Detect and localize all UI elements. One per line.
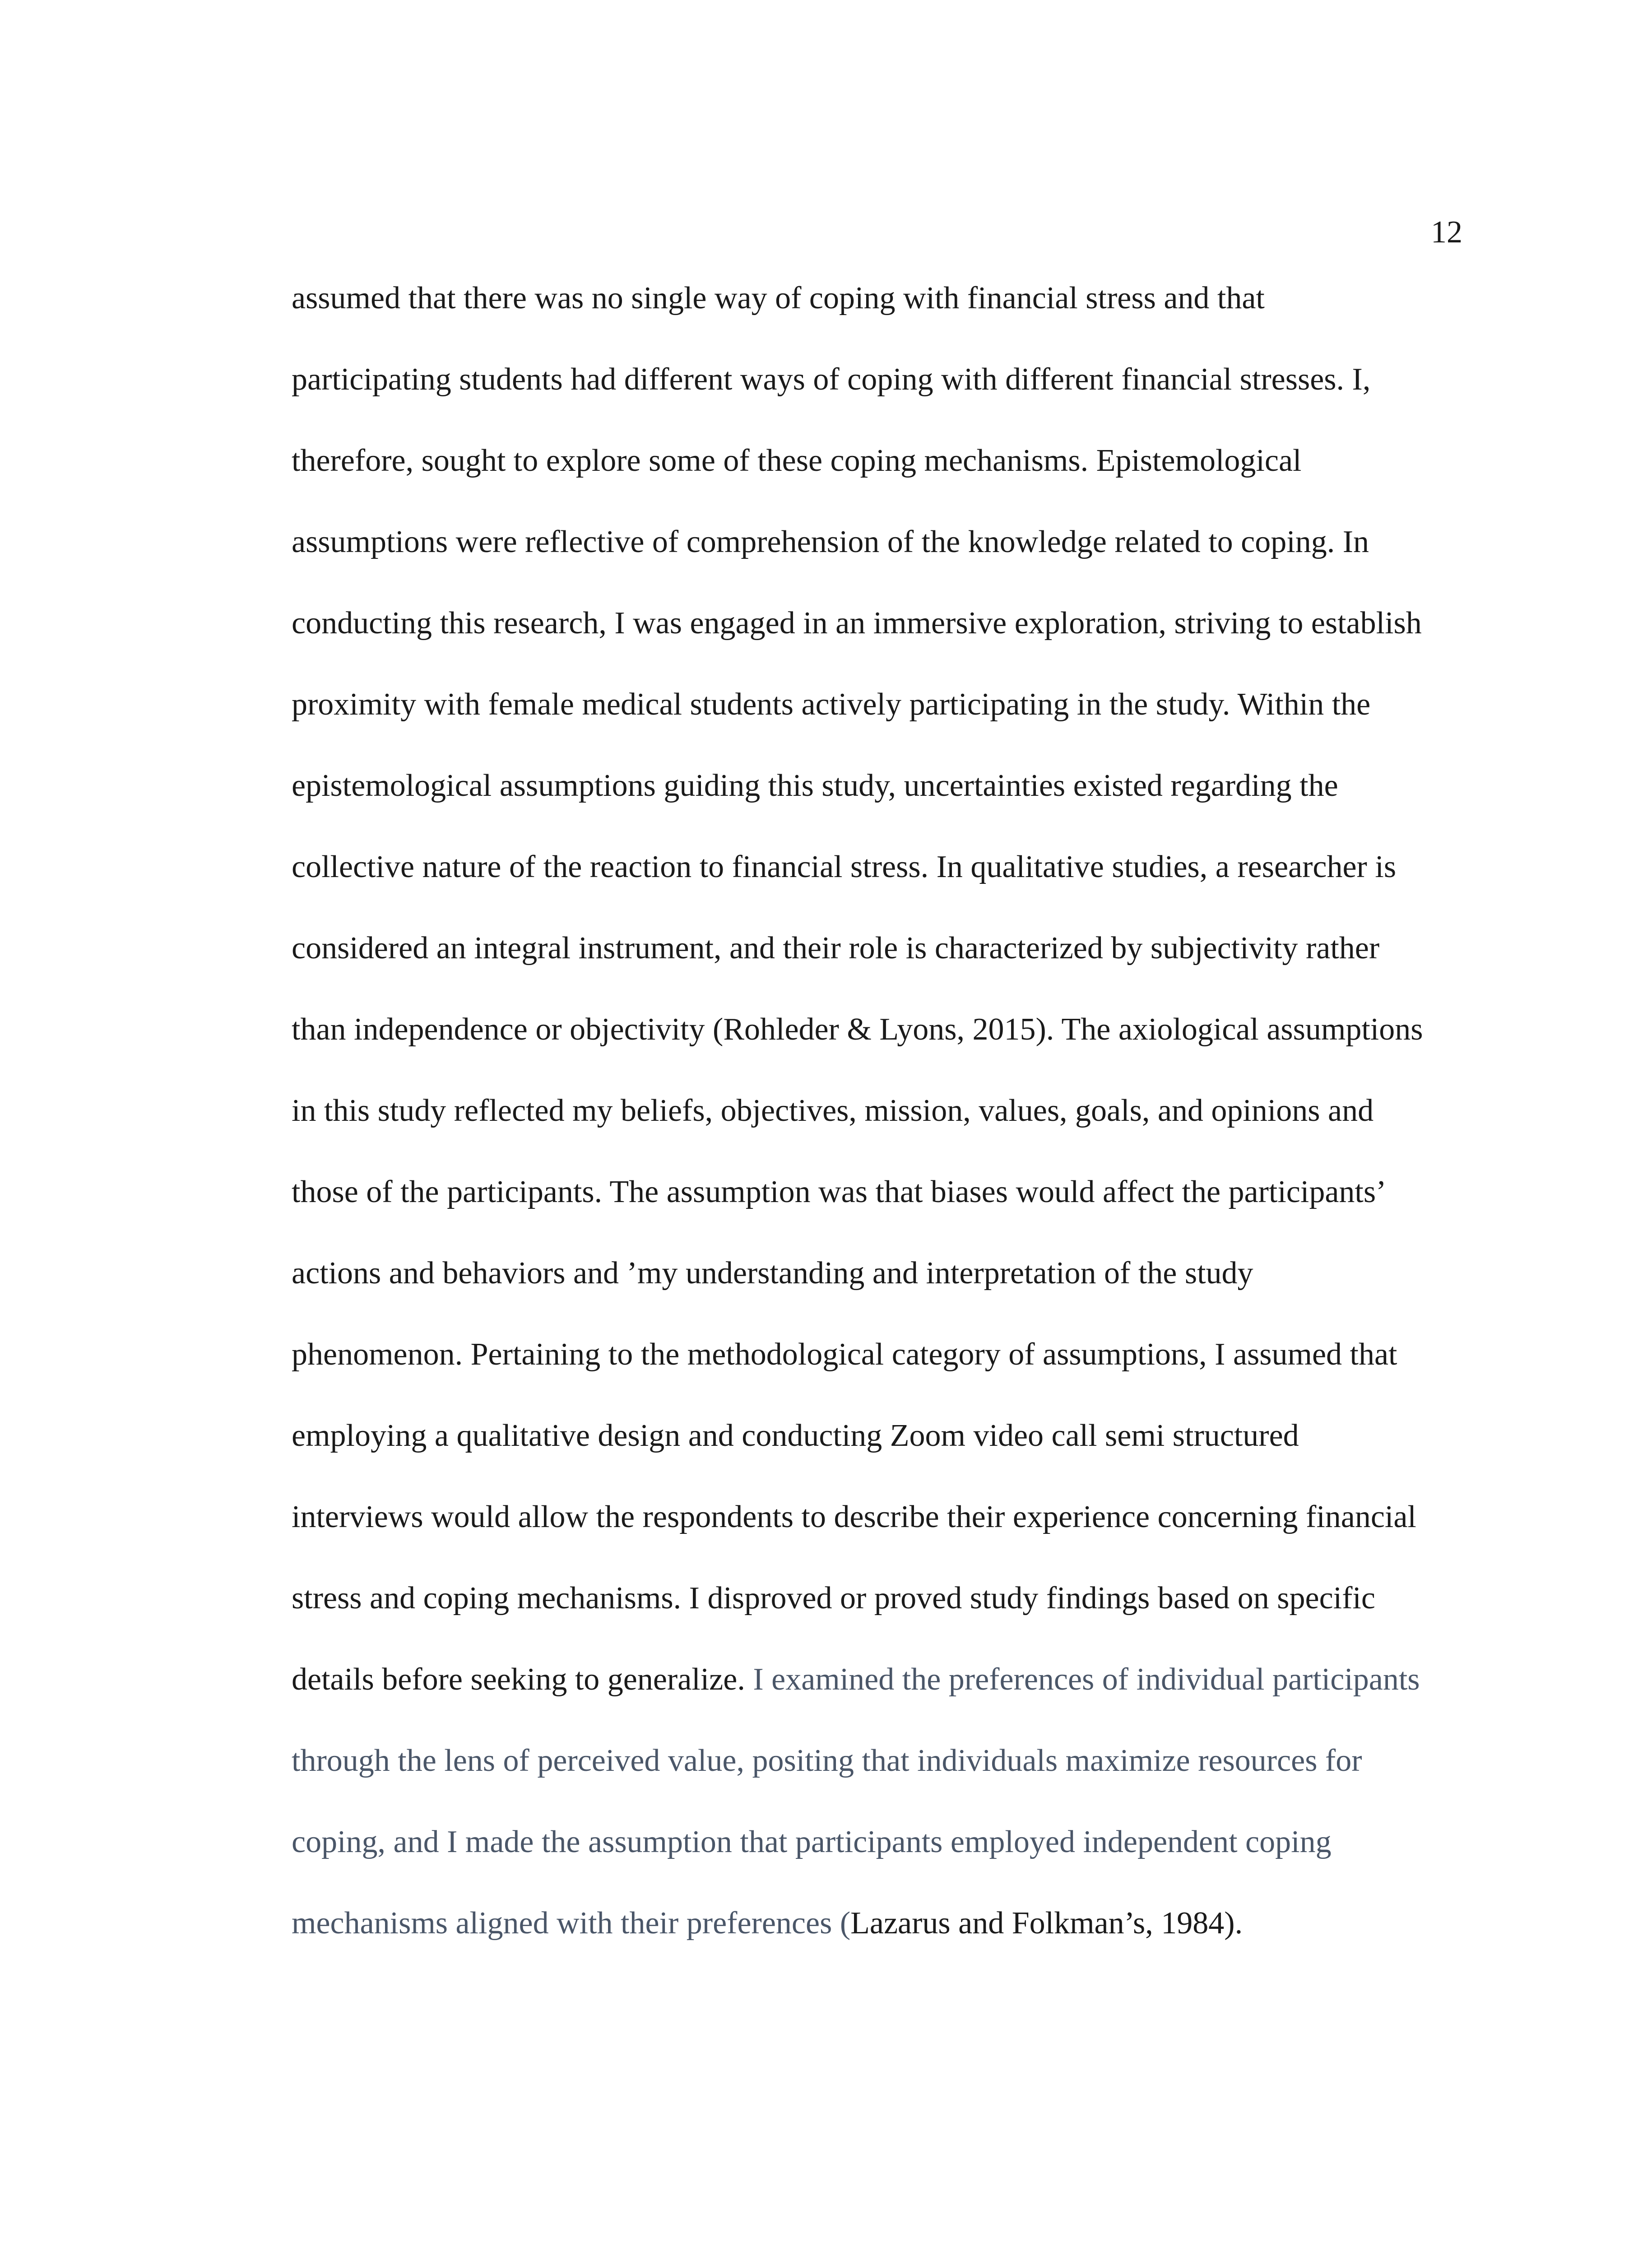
- text-line: [292, 1899, 1483, 1980]
- text-line: [292, 1330, 1483, 1411]
- text-segment: those of the participants. The assumption was that biases would affect the participants’: [292, 1175, 1387, 1209]
- text-line: [292, 1574, 1483, 1655]
- text-line: [292, 1249, 1483, 1330]
- text-segment: details before seeking to generalize.: [292, 1662, 753, 1697]
- text-line: [292, 599, 1483, 680]
- text-line: [292, 761, 1483, 842]
- text-segment: in this study reflected my beliefs, objectives, mission, values, goals, and opinions and: [292, 1093, 1374, 1128]
- text-line: [292, 842, 1483, 924]
- text-line: [292, 1817, 1483, 1899]
- text-segment: stress and coping mechanisms. I disproved or proved study findings based on specific: [292, 1581, 1375, 1616]
- text-segment-muted: I examined the preferences of individual participants: [753, 1662, 1420, 1697]
- page-number: 12: [1431, 215, 1462, 250]
- text-segment: therefore, sought to explore some of these coping mechanisms. Epistemological: [292, 443, 1302, 478]
- text-segment: participating students had different ways of coping with different financial stresses. I,: [292, 362, 1371, 397]
- text-line: [292, 680, 1483, 761]
- text-segment-muted: mechanisms aligned with their preferences (: [292, 1906, 851, 1941]
- text-segment: collective nature of the reaction to financial stress. In qualitative studies, a researcher is: [292, 850, 1397, 884]
- text-line: [292, 1492, 1483, 1574]
- text-segment: actions and behaviors and ’my understanding and interpretation of the study: [292, 1256, 1253, 1291]
- text-segment-muted: coping, and I made the assumption that participants employed independent coping: [292, 1825, 1332, 1859]
- text-line: [292, 1411, 1483, 1492]
- text-segment: employing a qualitative design and conducting Zoom video call semi structured: [292, 1418, 1299, 1453]
- text-segment: Lazarus and Folkman’s, 1984).: [850, 1906, 1243, 1941]
- text-line: [292, 436, 1483, 517]
- text-segment: proximity with female medical students actively participating in the study. Within the: [292, 687, 1371, 722]
- text-segment: assumed that there was no single way of coping with financial stress and that: [292, 281, 1265, 316]
- text-line: [292, 1736, 1483, 1817]
- text-segment: conducting this research, I was engaged in an immersive exploration, striving to establish: [292, 606, 1422, 641]
- text-line: [292, 517, 1483, 599]
- text-line: [292, 274, 1483, 355]
- text-segment-muted: through the lens of perceived value, positing that individuals maximize resources for: [292, 1743, 1362, 1778]
- text-line: [292, 924, 1483, 1005]
- text-segment: than independence or objectivity (Rohleder & Lyons, 2015). The axiological assumptions: [292, 1012, 1423, 1047]
- text-segment: interviews would allow the respondents to describe their experience concerning financial: [292, 1500, 1416, 1534]
- text-line: [292, 1005, 1483, 1086]
- text-segment: phenomenon. Pertaining to the methodological category of assumptions, I assumed that: [292, 1337, 1397, 1372]
- text-line: [292, 1167, 1483, 1249]
- text-segment: considered an integral instrument, and their role is characterized by subjectivity rather: [292, 931, 1380, 966]
- text-line: [292, 1086, 1483, 1167]
- text-segment: epistemological assumptions guiding this study, uncertainties existed regarding the: [292, 768, 1338, 803]
- text-line: [292, 1655, 1483, 1736]
- body-paragraph: [292, 274, 1483, 1980]
- text-line: [292, 355, 1483, 436]
- text-segment: assumptions were reflective of comprehension of the knowledge related to coping. In: [292, 525, 1369, 559]
